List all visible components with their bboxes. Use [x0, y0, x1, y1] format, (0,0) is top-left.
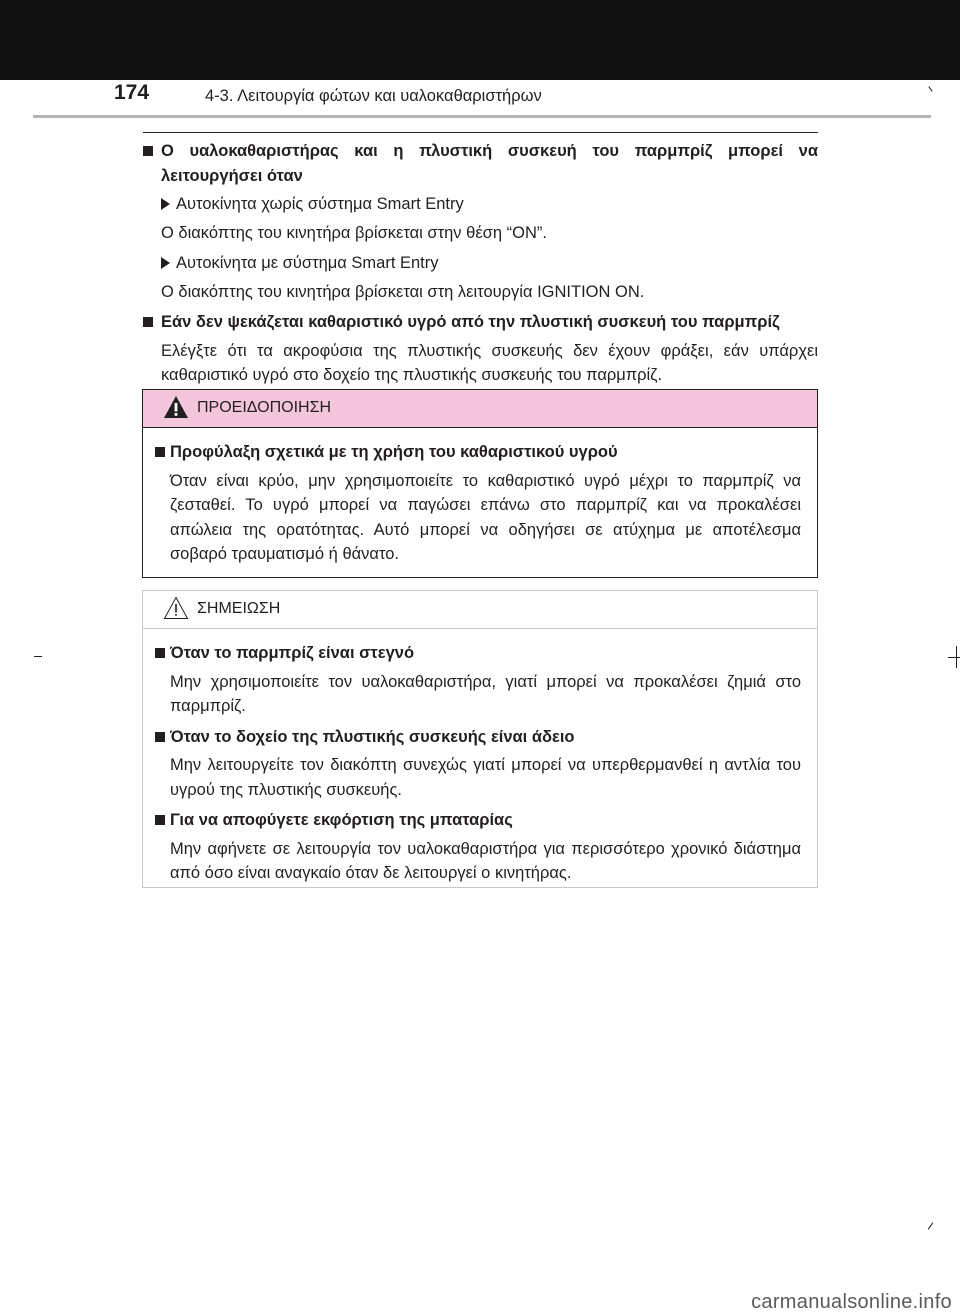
warning-box-body	[143, 428, 817, 567]
warning-box-title: ΠΡΟΕΙΔΟΠΟΙΗΣΗ	[197, 399, 332, 416]
subsection-label	[143, 192, 818, 217]
note-heading	[155, 725, 801, 750]
triangle-bullet-icon	[161, 198, 170, 210]
subsection-label	[143, 251, 818, 276]
warning-text: Όταν είναι κρύο, μην χρησιμοποιείτε το καθαριστικό υγρό μέχρι το παρμπρίζ να ζεσταθεί. Το υγρό μπορεί να παγώσει επάνω στο παρμπρίζ και να προκαλέσει απώλεια της ορατότητας. Αυτό μπορεί να οδηγήσει σε ατύχημα με αποτέλεσμα σοβαρό τραυματισμό ή θάνατο.	[170, 471, 801, 563]
crop-mark	[948, 657, 960, 658]
note-heading	[155, 808, 801, 833]
note-box-title: ΣΗΜΕΙΩΣΗ	[197, 600, 281, 617]
note-text: Μην αφήνετε σε λειτουργία τον υαλοκαθαριστήρα για περισσότερο χρονικό διάστημα από όσο είναι αναγκαίο όταν δε λειτουργεί ο κινητήρας.	[170, 839, 801, 882]
paragraph: Ο διακόπτης του κινητήρα βρίσκεται στη λειτουργία IGNITION ON.	[161, 282, 645, 301]
triangle-bullet-icon	[161, 257, 170, 269]
warning-box	[142, 389, 818, 578]
section-heading	[143, 139, 818, 188]
top-dark-band	[0, 0, 960, 80]
note-box	[142, 590, 818, 888]
crop-mark	[928, 86, 932, 91]
crop-mark	[928, 1222, 933, 1229]
page-number: 174	[114, 81, 150, 104]
site-watermark: carmanualsonline.info	[751, 1291, 952, 1313]
note-heading	[155, 641, 801, 666]
warning-box-header	[143, 390, 817, 428]
section-heading	[143, 310, 818, 335]
content-rule	[143, 132, 818, 133]
note-text: Μην λειτουργείτε τον διακόπτη συνεχώς γιατί μπορεί να υπερθερμανθεί η αντλία του υγρού της πλυστικής συσκευής.	[170, 756, 801, 799]
note-heading-text: Όταν το παρμπρίζ είναι στεγνό	[170, 644, 415, 662]
header-rule	[33, 115, 931, 118]
warning-heading-text: Προφύλαξη σχετικά με τη χρήση του καθαριστικού υγρού	[170, 443, 618, 461]
subsection-label-text: Αυτοκίνητα χωρίς σύστημα Smart Entry	[176, 195, 464, 213]
square-bullet-icon	[155, 447, 165, 457]
paragraph: Ο διακόπτης του κινητήρα βρίσκεται στην θέση “ON”.	[161, 223, 547, 242]
section-heading-text: Ο υαλοκαθαριστήρας και η πλυστική συσκευή του παρμπρίζ μπορεί να λειτουργήσει όταν	[161, 142, 818, 185]
caution-triangle-outline-icon	[163, 596, 189, 620]
main-content	[143, 139, 818, 392]
note-box-header	[143, 591, 817, 629]
note-heading-text: Όταν το δοχείο της πλυστικής συσκευής είναι άδειο	[170, 727, 575, 746]
note-heading-text: Για να αποφύγετε εκφόρτιση της μπαταρίας	[170, 811, 513, 829]
paragraph: Ελέγξτε ότι τα ακροφύσια της πλυστικής συσκευής δεν έχουν φράξει, εάν υπάρχει καθαριστικό υγρό στο δοχείο της πλυστικής συσκευής του παρμπρίζ.	[161, 341, 818, 384]
square-bullet-icon	[143, 146, 153, 156]
square-bullet-icon	[155, 815, 165, 825]
warning-triangle-icon	[163, 395, 189, 419]
crop-mark	[956, 646, 957, 668]
square-bullet-icon	[155, 732, 165, 742]
note-text: Μην χρησιμοποιείτε τον υαλοκαθαριστήρα, γιατί μπορεί να προκαλέσει ζημιά στο παρμπρίζ.	[170, 672, 801, 715]
note-box-body	[143, 629, 817, 886]
section-heading-text: Εάν δεν ψεκάζεται καθαριστικό υγρό από την πλυστική συσκευή του παρμπρίζ	[161, 313, 780, 331]
crop-mark	[34, 656, 42, 657]
square-bullet-icon	[143, 317, 153, 327]
square-bullet-icon	[155, 648, 165, 658]
warning-heading	[155, 440, 801, 465]
section-title: 4-3. Λειτουργία φώτων και υαλοκαθαριστήρων	[205, 87, 542, 105]
subsection-label-text: Αυτοκίνητα με σύστημα Smart Entry	[176, 254, 439, 272]
